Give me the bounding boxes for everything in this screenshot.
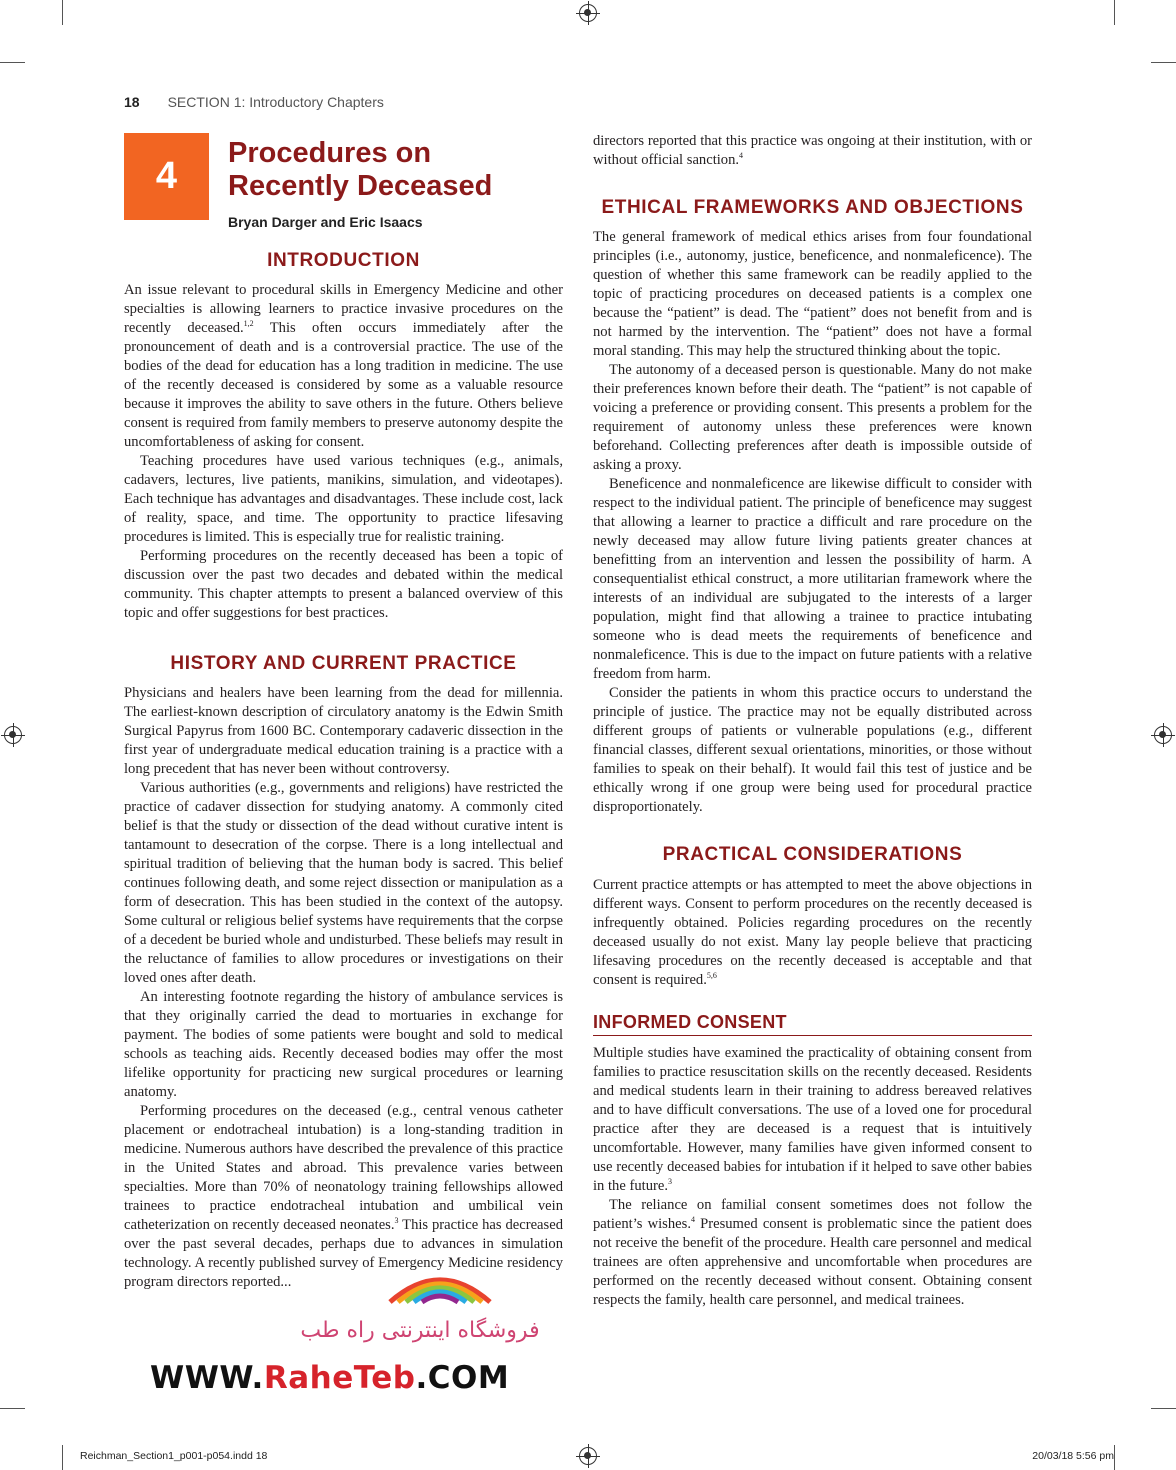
- crop-mark: [62, 1445, 63, 1470]
- crop-mark: [62, 0, 63, 25]
- registration-mark-icon: [579, 1447, 597, 1465]
- watermark-text: فروشگاه اینترنتی راه طب: [300, 1318, 540, 1343]
- watermark-logo-icon: [380, 1258, 500, 1310]
- registration-mark-icon: [1154, 726, 1172, 744]
- section-heading-ethics: ETHICAL FRAMEWORKS AND OBJECTIONS: [601, 197, 1024, 218]
- section-heading-history: HISTORY AND CURRENT PRACTICE: [170, 653, 517, 674]
- right-column: [593, 132, 1032, 1310]
- chapter-authors: Bryan Darger and Eric Isaacs: [228, 214, 423, 230]
- chapter-title: Procedures on Recently Deceased: [228, 137, 493, 202]
- section-title: SECTION 1: Introductory Chapters: [167, 94, 384, 110]
- paragraph: Consider the patients in whom this practice occurs to understand the principle of justice. The practice may not be equally distributed across different groups of patients or vulnerable populations (e.g., different financial classes, different sexual orientations, minorities, or those without families to speak on their behalf). It would fail this test of justice and be ethically wrong if one group were being used for procedural practice disproportionately.: [593, 685, 1032, 815]
- paragraph: Physicians and healers have been learning from the dead for millennia. The earliest-known description of circulatory anatomy is the Edwin Smith Surgical Papyrus from 1600 BC. Contemporary cadaveric dissection in the first year of undergraduate medical education training is a practice with a long precedent that has never been without controversy.: [124, 685, 563, 777]
- slug-date: 20/03/18 5:56 pm: [1032, 1450, 1114, 1462]
- registration-mark-icon: [4, 726, 22, 744]
- crop-mark: [0, 62, 25, 63]
- slug-filename: Reichman_Section1_p001-p054.indd 18: [80, 1450, 268, 1462]
- paragraph: Current practice attempts or has attempted to meet the above objections in different ways. Consent to perform procedures on the recently deceased is infrequently obtained. Policies regarding procedures on the recently deceased usually do not exist. Many lay people believe that practicing lifesaving procedures on the recently deceased is acceptable and that consent is required.$^{5,6}$: [593, 877, 1032, 988]
- registration-mark-icon: [579, 4, 597, 22]
- paragraph: Performing procedures on the recently deceased has been a topic of discussion over the past two decades and debated within the medical community. This chapter attempts to present a balanced overview of this topic and offer suggestions for best practices.: [124, 548, 563, 621]
- paragraph: The general framework of medical ethics arises from four foundational principles (i.e., autonomy, justice, beneficence, and nonmaleficence). The question of whether this same framework can be readily applied to the topic of practicing procedures on deceased patients is a complex one because the “patient” is dead. The “patient” does not benefit from and is not harmed by the intervention. The “patient” does not have a formal moral standing. This may help the structured thinking about the topic.: [593, 229, 1032, 359]
- subsection-heading-consent: INFORMED CONSENT: [593, 1012, 1032, 1036]
- paragraph: An interesting footnote regarding the history of ambulance services is that they originally carried the dead to mortuaries in exchange for payment. The bodies of some patients were bought and sold to medical schools as teaching aids. Recently deceased bodies may offer the most lifelike opportunity for practicing new surgical procedures or learning anatomy.: [124, 989, 563, 1100]
- section-heading-practical: PRACTICAL CONSIDERATIONS: [662, 844, 963, 865]
- paragraph: Teaching procedures have used various techniques (e.g., animals, cadavers, lectures, live patients, manikins, simulation, and videotapes). Each technique has advantages and disadvantages. These include cost, lack of reality, space, and time. The opportunity to practice lifesaving procedures is limited. This is especially true for realistic training.: [124, 453, 563, 545]
- paragraph: The autonomy of a deceased person is questionable. Many do not make their preferences known before their death. The “patient” is not capable of voicing a preference or providing consent. This presents a problem for the requirement of autonomy unless these preferences were known beforehand. Collecting preferences after death is impossible outside of asking a proxy.: [593, 362, 1032, 473]
- paragraph: Various authorities (e.g., governments and religions) have restricted the practice of cadaver dissection for studying anatomy. A commonly cited belief is that the study or dissection of the dead without curative intent is tantamount to desecration of the corpse. There is a long intellectual and spiritual tradition of believing that the human body is sacred. This belief continues following death, and some reject dissection or manipulation as a form of desecration. This has been studied in the context of the autopsy. Some cultural or religious belief systems have requirements that the corpse of a decedent be buried whole and undisturbed. These beliefs may result in the reluctance of families to allow procedures or investigations on their loved ones after death.: [124, 780, 563, 986]
- paragraph: Performing procedures on the deceased (e.g., central venous catheter placement or endotracheal intubation) is a long-standing tradition in medicine. Numerous authors have described the prevalence of this practice in the United States and abroad. This prevalence varies between specialties. More than 70% of neonatology training fellowships allowed trainees to practice endotracheal intubation and umbilical vein catheterization on recently deceased neonates.$^3$ This practice has decreased over the past several decades, perhaps due to advances in simulation technology. A recently published survey of Emergency Medicine residency program directors reported...: [124, 1103, 563, 1290]
- paragraph: Multiple studies have examined the practicality of obtaining consent from families to practice resuscitation skills on the recently deceased. Residents and medical students learn in their training to address bereaved relatives and to have difficult conversations. The use of a loved one for procedural practice after they are deceased is a request that is intuitively uncomfortable. However, many families have given informed consent to use recently deceased babies for intubation if it helped to save other babies in the future.$^3$: [593, 1045, 1032, 1194]
- paragraph: The reliance on familial consent sometimes does not follow the patient’s wishes.$^4$ Presumed consent is problematic since the patient does not receive the benefit of the procedure. Health care personnel and medical trainees are often apprehensive and uncomfortable when procedures are performed on the recently deceased without consent. Obtaining consent respects the family, health care personnel, and medical trainees.: [593, 1197, 1032, 1308]
- paragraph: directors reported that this practice was ongoing at their institution, with or without official sanction.$^4$: [593, 133, 1032, 168]
- crop-mark: [1114, 0, 1115, 25]
- crop-mark: [1151, 1408, 1176, 1409]
- crop-mark: [0, 1408, 25, 1409]
- page-number: 18: [124, 94, 140, 110]
- section-heading-introduction: INTRODUCTION: [267, 250, 420, 271]
- crop-mark: [1151, 62, 1176, 63]
- chapter-number-badge: 4: [124, 133, 209, 220]
- paragraph: Beneficence and nonmaleficence are likewise difficult to consider with respect to the individual patient. The principle of beneficence may suggest that allowing a learner to practice a difficult and rare procedure on the newly deceased may allow future living patients greater chances at benefitting from an intervention and lessen the possibility of harm. A consequentialist ethical construct, a more utilitarian framework where the interests of an individual are subjugated to the interests of a larger population, might find that allowing a trainee to practice intubating someone who is dead meets the requirements of beneficence and nonmaleficence. This is due to the impact on future patients with a relative freedom from harm.: [593, 476, 1032, 682]
- crop-mark: [1114, 1445, 1115, 1470]
- paragraph: An issue relevant to procedural skills in Emergency Medicine and other specialties is allowing learners to practice invasive procedures on the recently deceased.$^{1,2}$ This often occurs immediately after the pronouncement of death and is a controversial practice. The use of the bodies of the dead for education has a long tradition in medicine. The use of the recently deceased is considered by some as a valuable resource because it improves the ability to save others in the future. Others believe consent is required from family members to preserve autonomy despite the uncomfortableness of asking for consent.: [124, 282, 563, 450]
- running-header: [124, 94, 384, 110]
- watermark-url: WWW.RaheTeb.COM: [150, 1360, 510, 1396]
- left-column: [124, 250, 563, 1292]
